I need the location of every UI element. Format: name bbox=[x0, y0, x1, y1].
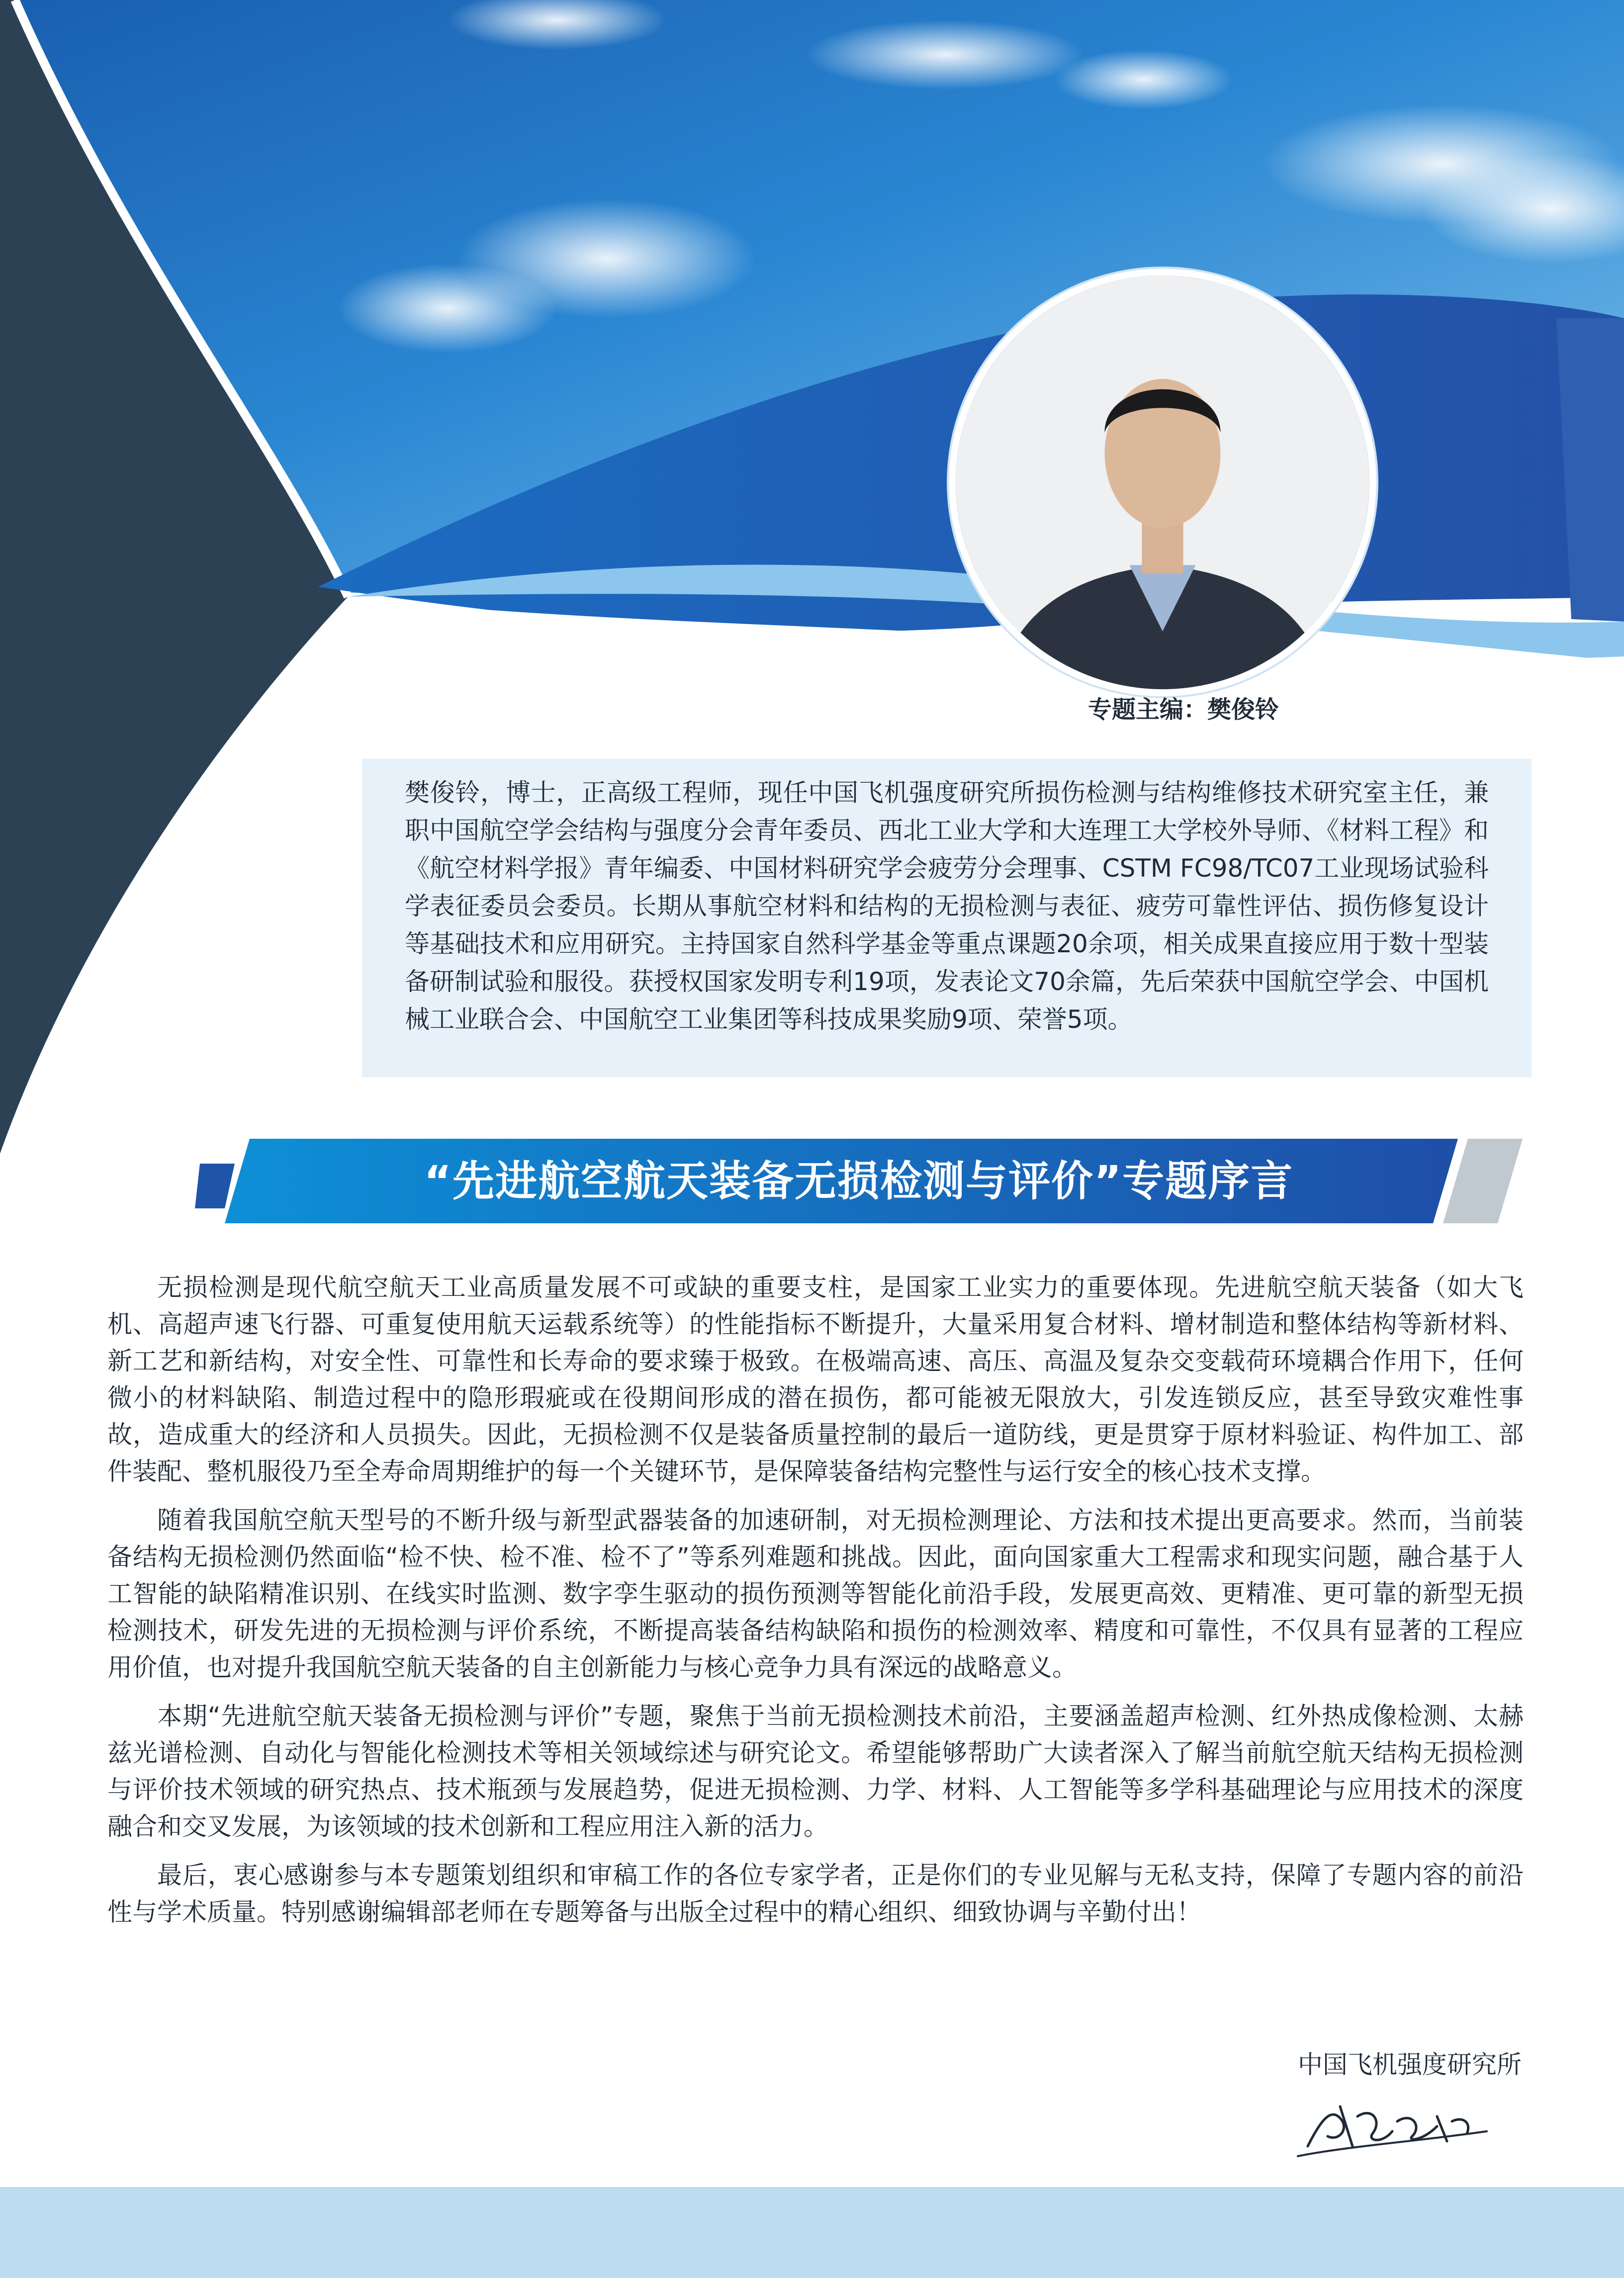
signature-scribble bbox=[1288, 2087, 1497, 2161]
handwritten-signature bbox=[1288, 2087, 1497, 2161]
editor-bio-text: 樊俊铃，博士，正高级工程师，现任中国飞机强度研究所损伤检测与结构维修技术研究室主任，兼职中国航空学会结构与强度分会青年委员、西北工业大学和大连理工大学校外导师、《材料工程》和《航空材料学报》青年编委、中国材料研究学会疲劳分会理事、CSTM FC98/TC07工业现场试验科学表征委员会委员。长期从事航空材料和结构的无损检测与表征、疲劳可靠性评估、损伤修复设计等基础技术和应用研究。主持国家自然科学基金等重点课题20余项，相关成果直接应用于数十型装备研制试验和服役。获授权国家发明专利19项，发表论文70余篇，先后荣获中国航空学会、中国机械工业联合会、中国航空工业集团等科技成果奖励9项、荣誉5项。 bbox=[405, 778, 1489, 1034]
editor-caption: 专题主编：樊俊铃 bbox=[1087, 696, 1279, 724]
editor-bio-box bbox=[362, 759, 1532, 1077]
portrait-illustration bbox=[956, 275, 1369, 689]
preface-paragraph: 无损检测是现代航空航天工业高质量发展不可或缺的重要支柱，是国家工业实力的重要体现。先进航空航天装备（如大飞机、高超声速飞行器、可重复使用航天运载系统等）的性能指标不断提升，大量采用复合材料、增材制造和整体结构等新材料、新工艺和新结构，对安全性、可靠性和长寿命的要求臻于极致。在极端高速、高压、高温及复杂交变载荷环境耦合作用下，任何微小的材料缺陷、制造过程中的隐形瑕疵或在役期间形成的潜在损伤，都可能被无限放大，引发连锁反应，甚至导致灾难性事故，造成重大的经济和人员损失。因此，无损检测不仅是装备质量控制的最后一道防线，更是贯穿于原材料验证、构件加工、部件装配、整机服役乃至全寿命周期维护的每一个关键环节，是保障装备结构完整性与运行安全的核心技术支撑。 bbox=[107, 1273, 1524, 1486]
signoff-organization: 中国飞机强度研究所 bbox=[1298, 2050, 1522, 2079]
section-title-banner bbox=[195, 1139, 1523, 1223]
section-title: “先进航空航天装备无损检测与评价”专题序言 bbox=[424, 1157, 1294, 1205]
preface-paragraph: 本期“先进航空航天装备无损检测与评价”专题，聚焦于当前无损检测技术前沿，主要涵盖超声检测、红外热成像检测、太赫兹光谱检测、自动化与智能化检测技术等相关领域综述与研究论文。希望能够帮助广大读者深入了解当前航空航天结构无损检测与评价技术领域的研究热点、技术瓶颈与发展趋势，促进无损检测、力学、材料、人工智能等多学科基础理论与应用技术的深度融合和交叉发展，为该领域的技术创新和工程应用注入新的活力。 bbox=[107, 1702, 1524, 1841]
footer-band bbox=[0, 2187, 1624, 2278]
preface-body bbox=[107, 1269, 1524, 1942]
preface-paragraph: 随着我国航空航天型号的不断升级与新型武器装备的加速研制，对无损检测理论、方法和技术提出更高要求。然而，当前装备结构无损检测仍然面临“检不快、检不准、检不了”等系列难题和挑战。因此，面向国家重大工程需求和现实问题，融合基于人工智能的缺陷精准识别、在线实时监测、数字孪生驱动的损伤预测等智能化前沿手段，发展更高效、更精准、更可靠的新型无损检测技术，研发先进的无损检测与评价系统，不断提高装备结构缺陷和损伤的检测效率、精度和可靠性，不仅具有显著的工程应用价值，也对提升我国航空航天装备的自主创新能力与核心竞争力具有深远的战略意义。 bbox=[107, 1506, 1524, 1682]
editor-portrait-photo bbox=[949, 269, 1376, 696]
preface-paragraph: 最后，衷心感谢参与本专题策划组织和审稿工作的各位专家学者，正是你们的专业见解与无私支持，保障了专题内容的前沿性与学术质量。特别感谢编辑部老师在专题筹备与出版全过程中的精心组织、细致协调与辛勤付出！ bbox=[107, 1861, 1524, 1926]
